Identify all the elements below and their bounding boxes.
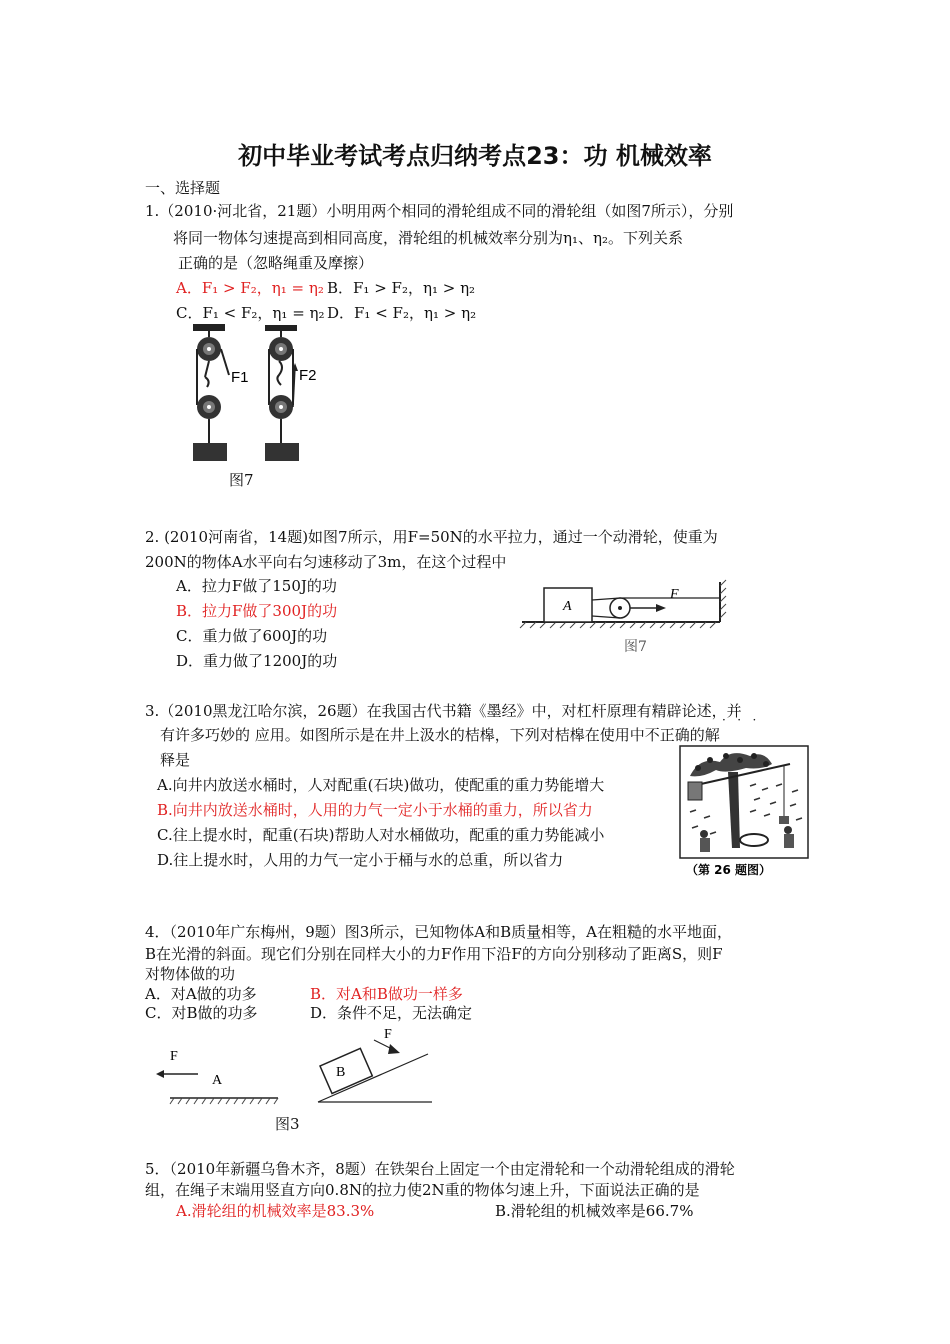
q4-line3: 对物体做的功: [145, 965, 236, 983]
q1-option-c: C．F₁ < F₂，η₁ = η₂: [176, 304, 325, 322]
q5-line1: 5．（2010年新疆乌鲁木齐，8题）在铁架台上固定一个由定滑轮和一个动滑轮组成的滑轮: [145, 1160, 735, 1178]
q2-option-d: D．重力做了1200J的功: [176, 652, 338, 670]
q4-fig-block-b: B: [336, 1065, 346, 1080]
q2-option-a: A．拉力F做了150J的功: [176, 577, 337, 595]
q3-well-sweep-figure: [680, 746, 810, 878]
q5-option-b: B.滑轮组的机械效率是66.7%: [495, 1202, 694, 1220]
q3-fig-caption: （第 26 题图）: [686, 863, 772, 877]
q1-line3: 正确的是（忽略绳重及摩擦）: [178, 254, 374, 272]
q5-line2: 组，在绳子末端用竖直方向0.8N的拉力使2N重的物体匀速上升，下面说法正确的是: [145, 1181, 700, 1199]
q4-fig-block-a: A: [212, 1073, 223, 1088]
q2-fig-block-label: A: [563, 599, 572, 614]
q4-option-b: B．对A和B做功一样多: [310, 985, 463, 1003]
q3-line1: 3.（2010黑龙江哈尔滨，26题）在我国古代书籍《墨经》中，对杠杆原理有精辟论述，并: [145, 702, 742, 720]
q3-option-b: B.向井内放送水桶时，人用的力气一定小于水桶的重力，所以省力: [157, 801, 593, 819]
q1-option-d: D．F₁ < F₂，η₁ > η₂: [327, 304, 477, 322]
q4-fig-caption: 图3: [275, 1115, 300, 1133]
q1-fig-f2: F2: [299, 367, 317, 384]
q4-option-a: A．对A做的功多: [145, 985, 257, 1003]
q1-line1: 1.（2010·河北省，21题）小明用两个相同的滑轮组成不同的滑轮组（如图7所示），分别: [145, 202, 734, 220]
q1-line2: 将同一物体匀速提高到相同高度，滑轮组的机械效率分别为η₁、η₂。下列关系: [173, 229, 684, 247]
q1-option-a: A．F₁ > F₂，η₁ = η₂: [176, 279, 324, 297]
q1-fig-caption: 图7: [229, 471, 254, 489]
q3-option-c: C.往上提水时，配重(石块)帮助人对水桶做功，配重的重力势能减小: [157, 826, 605, 844]
q4-force-figure: [150, 1022, 440, 1112]
q2-line2: 200N的物体A水平向右匀速移动了3m，在这个过程中: [145, 553, 507, 571]
q2-option-b: B．拉力F做了300J的功: [176, 602, 338, 620]
q3-option-a: A.向井内放送水桶时，人对配重(石块)做功，使配重的重力势能增大: [157, 776, 605, 794]
page-title: 初中毕业考试考点归纳考点23：功 机械效率: [238, 142, 712, 170]
q4-option-d: D．条件不足，无法确定: [310, 1004, 473, 1022]
q1-fig-f1: F1: [231, 369, 249, 386]
q2-fig-force-label: F: [670, 587, 679, 602]
q3-line3: 释是: [160, 751, 191, 769]
section-heading: 一、选择题: [145, 179, 221, 197]
q5-option-a: A.滑轮组的机械效率是83.3%: [176, 1202, 375, 1220]
q1-option-b: B．F₁ > F₂，η₁ > η₂: [327, 279, 476, 297]
q4-line1: 4．（2010年广东梅州，9题）图3所示，已知物体A和B质量相等，A在粗糙的水平地面，: [145, 923, 732, 941]
q4-line2: B在光滑的斜面。现它们分别在同样大小的力F作用下沿F的方向分别移动了距离S，则F: [145, 945, 723, 963]
q2-line1: 2. (2010河南省，14题)如图7所示，用F=50N的水平拉力，通过一个动滑轮，使重为: [145, 528, 718, 546]
q3-option-d: D.往上提水时，人用的力气一定小于桶与水的总重，所以省力: [157, 851, 564, 869]
q4-option-c: C．对B做的功多: [145, 1004, 258, 1022]
q3-line2: 有许多巧妙的 应用。如图所示是在井上汲水的桔槔，下列对桔槔在使用中不正确的解: [160, 726, 720, 744]
q4-fig-force-b: F: [384, 1027, 392, 1042]
q2-option-c: C．重力做了600J的功: [176, 627, 328, 645]
q1-pulley-figure: [185, 325, 325, 465]
q4-fig-force-a: F: [170, 1049, 178, 1064]
q2-block-figure: [520, 578, 745, 660]
q2-fig-caption: 图7: [624, 639, 647, 655]
q3-emphasis-dots: · · ·: [722, 713, 757, 727]
